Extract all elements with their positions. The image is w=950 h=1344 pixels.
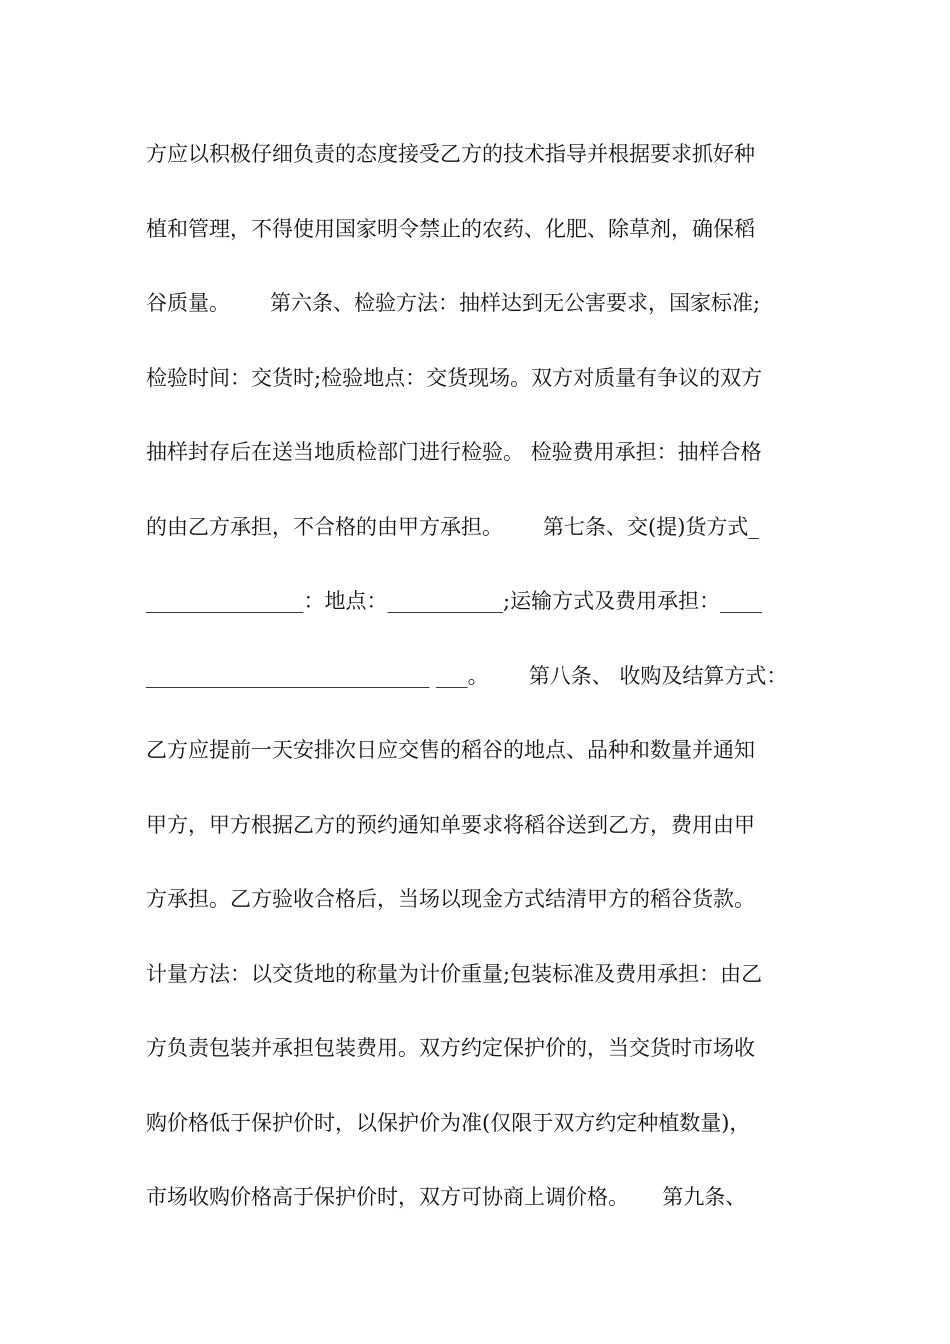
text-line: 植和管理，不得使用国家明令禁止的农药、化肥、除草剂，确保稻 bbox=[146, 216, 755, 241]
text-line: 方应以积极仔细负责的态度接受乙方的技术指导并根据要求抓好种 bbox=[146, 142, 755, 166]
text-line: 方承担。乙方验收合格后，当场以现金方式结清甲方的稻谷货款。 bbox=[146, 887, 755, 911]
text-line: 甲方，甲方根据乙方的预约通知单要求将稻谷送到乙方，费用由甲 bbox=[146, 812, 755, 837]
text-line: 计量方法：以交货地的称量为计价重量;包装标准及费用承担：由乙 bbox=[146, 961, 763, 986]
contract-body-text bbox=[146, 130, 806, 1248]
text-line: ___________________________ ___。 第八条、 收购及结算方式： bbox=[146, 663, 788, 688]
text-line: 购价格低于保护价时，以保护价为准(仅限于双方约定种植数量)， bbox=[146, 1110, 751, 1135]
text-line: 方负责包装并承担包装费用。双方约定保护价的，当交货时市场收 bbox=[146, 1036, 755, 1060]
text-line: 谷质量。 第六条、检验方法：抽样达到无公害要求，国家标准; bbox=[146, 291, 761, 315]
text-line: 抽样封存后在送当地质检部门进行检验。 检验费用承担：抽样合格 bbox=[146, 440, 762, 464]
text-line: 乙方应提前一天安排次日应交售的稻谷的地点、品种和数量并通知 bbox=[146, 738, 755, 762]
text-line: 检验时间：交货时;检验地点：交货现场。双方对质量有争议的双方 bbox=[146, 365, 763, 390]
text-line: 市场收购价格高于保护价时，双方可协商上调价格。 第九条、 bbox=[146, 1185, 747, 1209]
text-line: 的由乙方承担，不合格的由甲方承担。 第七条、交(提)货方式_ bbox=[146, 514, 759, 539]
text-line: _______________：地点：___________;运输方式及费用承担：____ bbox=[146, 589, 763, 613]
